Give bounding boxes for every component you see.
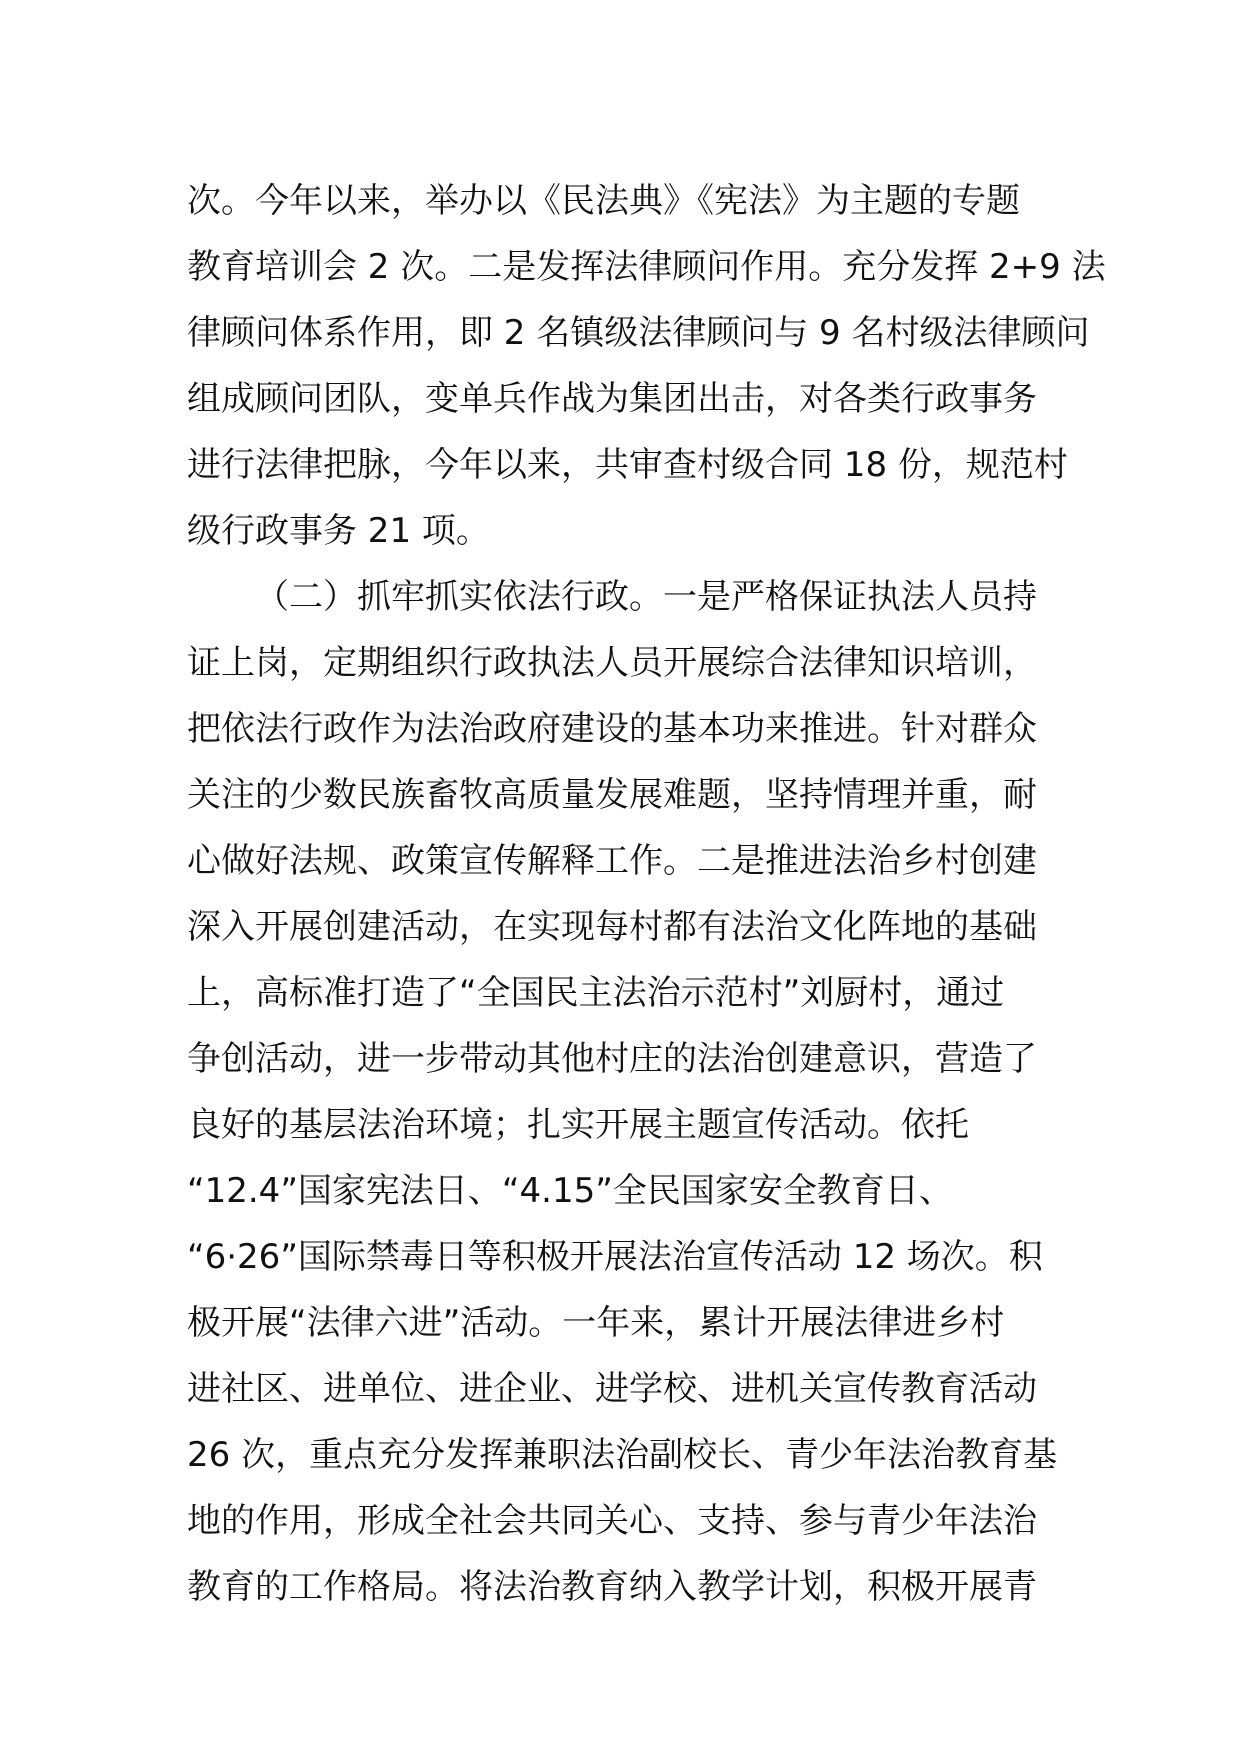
- body-text: [187, 168, 1106, 1620]
- text-line: 教育的工作格局。将法治教育纳入教学计划，积极开展青: [187, 1567, 1037, 1607]
- section-heading-line: （二）抓牢抓实依法行政。一是严格保证执法人员持: [255, 577, 1037, 617]
- text-line: 争创活动，进一步带动其他村庄的法治创建意识，营造了: [187, 1039, 1037, 1079]
- text-line: 次。今年以来，举办以《民法典》《宪法》为主题的专题: [187, 181, 1020, 221]
- text-line: 深入开展创建活动，在实现每村都有法治文化阵地的基础: [187, 907, 1037, 947]
- text-line: 26 次，重点充分发挥兼职法治副校长、青少年法治教育基: [187, 1435, 1058, 1475]
- text-line: 把依法行政作为法治政府建设的基本功来推进。针对群众: [187, 709, 1037, 749]
- text-line: 上，高标准打造了“全国民主法治示范村”刘厨村，通过: [187, 973, 1005, 1013]
- text-line: 进行法律把脉，今年以来，共审查村级合同 18 份，规范村: [187, 445, 1068, 485]
- text-line: 地的作用，形成全社会共同关心、支持、参与青少年法治: [187, 1501, 1037, 1541]
- text-line: 关注的少数民族畜牧高质量发展难题，坚持情理并重，耐: [187, 775, 1037, 815]
- text-line: 极开展“法律六进”活动。一年来，累计开展法律进乡村: [187, 1303, 1005, 1343]
- text-line: “12.4”国家宪法日、“4.15”全民国家安全教育日、: [187, 1171, 953, 1211]
- text-line: 级行政事务 21 项。: [187, 511, 490, 551]
- text-line: 进社区、进单位、进企业、进学校、进机关宣传教育活动: [187, 1369, 1037, 1409]
- text-line: 证上岗，定期组织行政执法人员开展综合法律知识培训，: [187, 643, 1037, 683]
- text-line: 律顾问体系作用，即 2 名镇级法律顾问与 9 名村级法律顾问: [187, 313, 1090, 353]
- text-line: 组成顾问团队，变单兵作战为集团出击，对各类行政事务: [187, 379, 1037, 419]
- text-line: 心做好法规、政策宣传解释工作。二是推进法治乡村创建: [187, 841, 1037, 881]
- text-line: “6·26”国际禁毒日等积极开展法治宣传活动 12 场次。积: [187, 1237, 1043, 1277]
- text-line: 教育培训会 2 次。二是发挥法律顾问作用。充分发挥 2+9 法: [187, 247, 1106, 287]
- text-line: 良好的基层法治环境；扎实开展主题宣传活动。依托: [187, 1105, 969, 1145]
